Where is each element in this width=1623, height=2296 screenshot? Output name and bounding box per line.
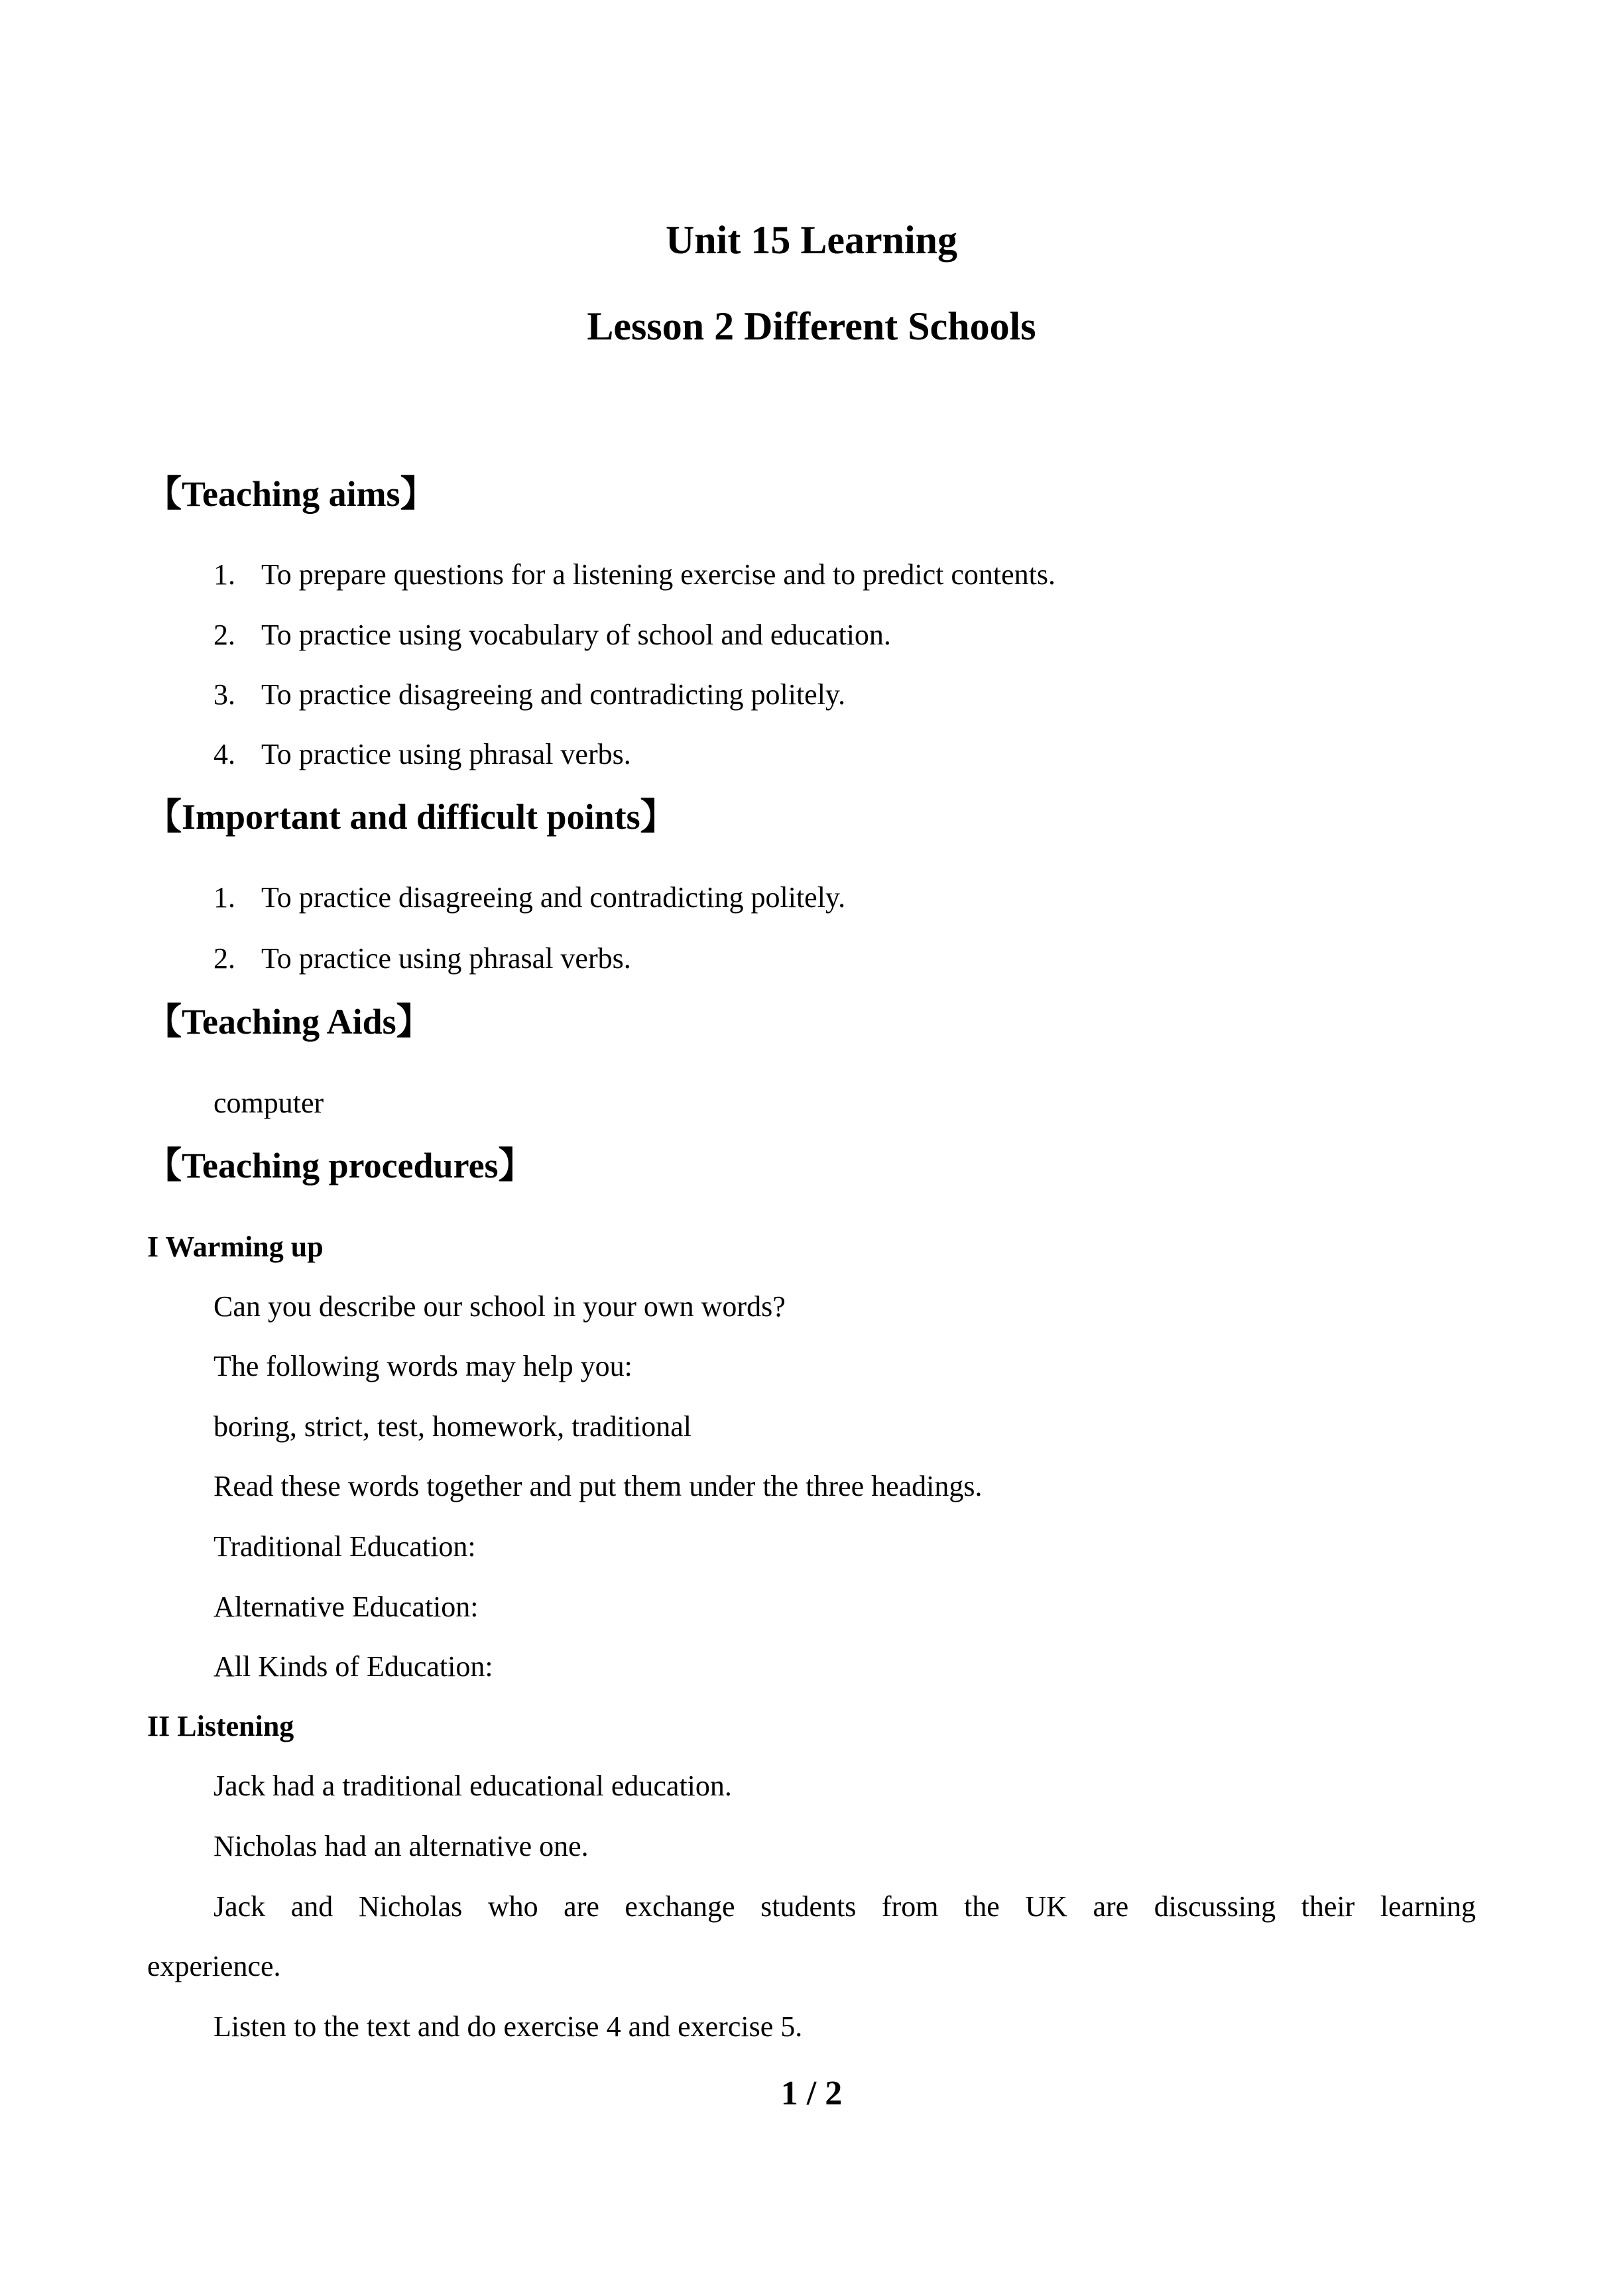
paragraph-line: Nicholas had an alternative one. — [213, 1830, 589, 1862]
paragraph-line: Listen to the text and do exercise 4 and exercise 5. — [213, 2010, 803, 2043]
paragraph-line: Can you describe our school in your own words? — [213, 1290, 786, 1323]
teaching-aids-heading: 【Teaching Aids】 — [146, 1002, 432, 1042]
paragraph-line: Jack had a traditional educational education. — [213, 1770, 732, 1802]
list-item-text: To prepare questions for a listening exercise and to predict contents. — [261, 558, 1055, 591]
list-item-number: 2. — [213, 942, 235, 975]
list-item-number: 2. — [213, 619, 235, 651]
unit-title: Unit 15 Learning — [665, 218, 958, 262]
list-item-text: To practice disagreeing and contradicting politely. — [261, 678, 846, 711]
warming-up-heading: I Warming up — [147, 1231, 324, 1263]
list-item-number: 3. — [213, 678, 235, 711]
paragraph-line: Traditional Education: — [213, 1530, 476, 1563]
teaching-aids-text: computer — [213, 1087, 324, 1119]
paragraph-line: boring, strict, test, homework, traditional — [213, 1410, 691, 1443]
paragraph-line: Alternative Education: — [213, 1591, 479, 1623]
paragraph-line: The following words may help you: — [213, 1350, 632, 1382]
list-item-text: To practice using phrasal verbs. — [261, 738, 631, 770]
list-item-text: To practice using vocabulary of school and education. — [261, 619, 891, 651]
important-points-heading: 【Important and difficult points】 — [146, 797, 676, 837]
paragraph-line: experience. — [147, 1950, 281, 1982]
teaching-procedures-heading: 【Teaching procedures】 — [146, 1146, 534, 1185]
list-item-text: To practice using phrasal verbs. — [261, 942, 631, 975]
paragraph-line: Read these words together and put them under the three headings. — [213, 1470, 983, 1502]
list-item-text: To practice disagreeing and contradicting politely. — [261, 881, 846, 914]
listening-heading: II Listening — [147, 1710, 294, 1742]
page-number: 1 / 2 — [780, 2075, 843, 2112]
teaching-aims-heading: 【Teaching aims】 — [146, 474, 436, 514]
lesson-title: Lesson 2 Different Schools — [587, 304, 1036, 348]
list-item-number: 1. — [213, 558, 235, 591]
paragraph-line: All Kinds of Education: — [213, 1650, 493, 1683]
paragraph-line: Jack and Nicholas who are exchange students from the UK are discussing their learning — [213, 1890, 1476, 1923]
list-item-number: 1. — [213, 881, 235, 914]
list-item-number: 4. — [213, 738, 235, 770]
